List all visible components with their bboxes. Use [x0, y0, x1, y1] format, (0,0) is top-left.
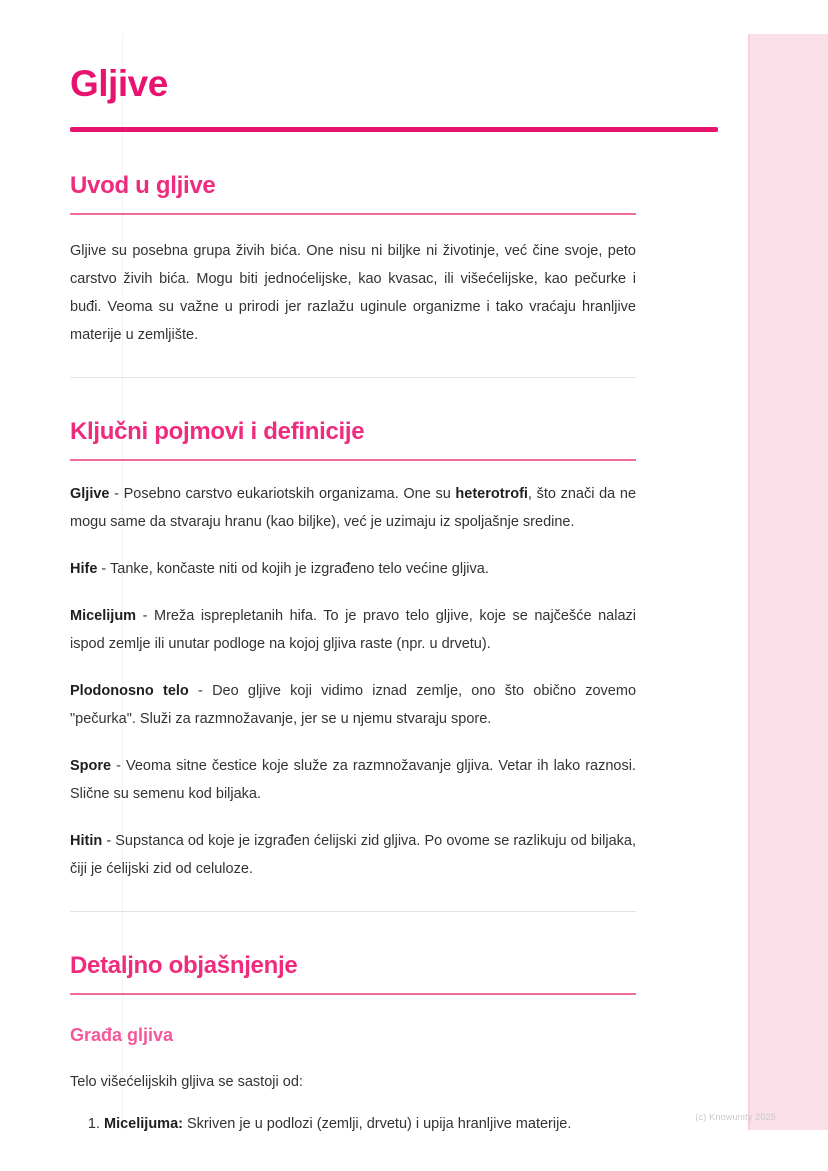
section-underline [70, 213, 636, 215]
section-heading-uvod: Uvod u gljive [70, 171, 216, 199]
term-label: Spore [70, 757, 112, 774]
section-heading-pojmovi: Ključni pojmovi i definicije [70, 417, 365, 445]
ordered-list [70, 1110, 636, 1138]
term-label: Hife [70, 560, 98, 577]
term-text-before: Tanke, končaste niti od kojih je izgrađeno telo većine gljiva. [110, 560, 489, 577]
list-item-text: Skriven je u podlozi (zemlji, drvetu) i upija hranljive materije. [182, 1115, 572, 1132]
term-entry [70, 752, 636, 808]
term-dash: - [136, 607, 154, 624]
term-dash: - [188, 682, 213, 699]
title-underline [70, 127, 718, 132]
term-label: Gljive [70, 485, 110, 502]
term-text-before: Veoma sitne čestice koje služe za razmnožavanje gljiva. Vetar ih lako raznosi. Slične su semenu kod biljaka. [70, 757, 636, 802]
term-label: Plodonosno telo [70, 682, 189, 699]
term-emphasis: heterotrofi [455, 485, 528, 502]
term-text-before: Deo gljive koji vidimo iznad zemlje, ono što obično zovemo "pečurka". Služi za razmnožavanje, jer se u njemu stvaraju spore. [70, 682, 637, 727]
decorative-side-band [750, 34, 828, 1130]
term-entry [70, 677, 636, 733]
section-underline [70, 993, 636, 995]
decorative-side-band-rule [748, 34, 750, 1130]
term-dash: - [97, 560, 111, 577]
document-content [70, 40, 636, 1138]
term-dash: - [111, 757, 126, 774]
list-item-term: Micelijuma: [104, 1115, 183, 1132]
term-label: Hitin [70, 832, 103, 849]
term-dash: - [102, 832, 116, 849]
section-underline [70, 459, 636, 461]
term-entry [70, 602, 636, 658]
term-text-before: Supstanca od koje je izgrađen ćelijski zid gljiva. Po ovome se razlikuju od biljaka, čiji je ćelijski zid od celuloze. [70, 832, 636, 877]
term-text-before: Mreža isprepletanih hifa. To je pravo telo gljive, koje se najčešće nalazi ispod zemlje ili unutar podloge na kojoj gljiva raste (npr. u drvetu). [70, 607, 636, 652]
section-divider [70, 911, 636, 912]
term-dash: - [109, 485, 124, 502]
section-divider [70, 377, 636, 378]
list-item [104, 1110, 636, 1138]
term-entry [70, 555, 636, 583]
term-entry [70, 480, 636, 536]
term-text-before: Posebno carstvo eukariotskih organizama. One su [123, 485, 456, 502]
term-text-after: , što znači da ne mogu same da stvaraju hranu (kao biljke), već je uzimaju iz spoljašnje sredine. [70, 485, 637, 530]
section-heading-detaljno: Detaljno objašnjenje [70, 951, 298, 979]
term-entry [70, 827, 636, 883]
page-title: Gljive [70, 63, 168, 104]
term-label: Micelijum [70, 607, 137, 624]
section-paragraph-uvod: Gljive su posebna grupa živih bića. One nisu ni biljke ni životinje, već čine svoje, peto carstvo živih bića. Mogu biti jednoćelijske, kao kvasac, ili višećelijske, kao pečurke i buđi. Veoma su važne u prirodi jer razlažu uginule organizme i tako vraćaju hranljive materije u zemljište. [70, 242, 636, 343]
subsection-heading-grada: Građa gljiva [70, 1024, 174, 1045]
footer-watermark: (c) Knowunity 2025 [695, 1112, 776, 1122]
subsection-lead-text: Telo višećelijskih gljiva se sastoji od: [70, 1073, 303, 1090]
